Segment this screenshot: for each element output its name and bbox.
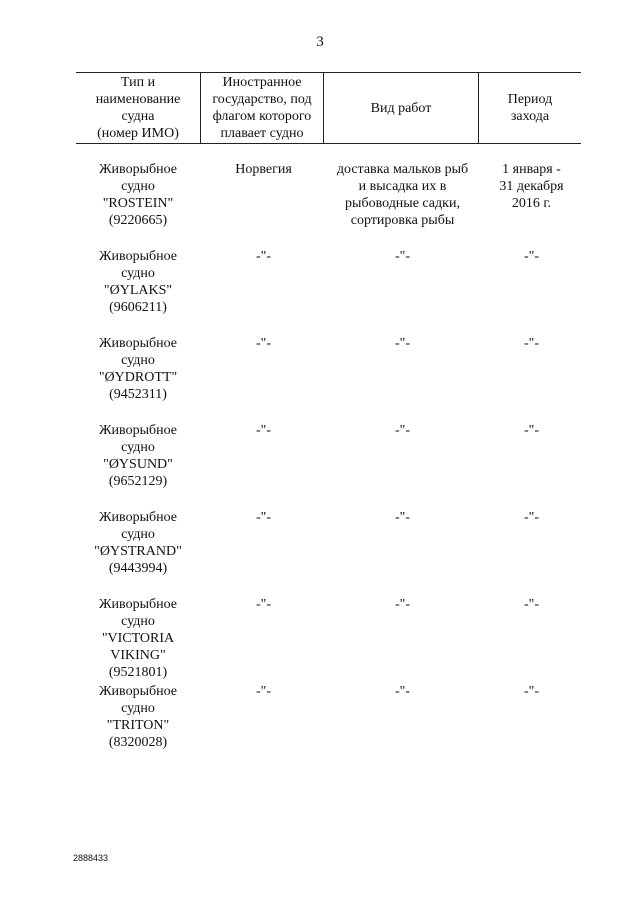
cell-line: (8320028) <box>108 735 168 750</box>
cell-line: -"- <box>523 423 540 438</box>
header-line: наименование <box>95 92 181 107</box>
table-row <box>76 248 581 335</box>
table-row <box>76 509 581 596</box>
cell-line: "ØYLAKS" <box>103 283 173 298</box>
cell-line: судно <box>121 353 155 368</box>
cell-line: Живорыбное <box>99 249 177 264</box>
cell-vessel <box>76 683 200 770</box>
header-line: Вид работ <box>370 100 432 116</box>
header-line: флагом которого <box>212 109 312 124</box>
header-line: захода <box>510 109 550 124</box>
header-flag-state <box>200 73 323 143</box>
cell-line: Живорыбное <box>99 684 177 699</box>
document-code: 2888433 <box>73 853 109 863</box>
cell-line: -"- <box>255 597 272 612</box>
cell-period <box>478 161 581 248</box>
cell-period <box>478 335 581 422</box>
cell-period <box>478 683 581 770</box>
table-row <box>76 335 581 422</box>
cell-line: "TRITON" <box>106 718 170 733</box>
cell-line: судно <box>121 266 155 281</box>
cell-flag-state <box>200 422 323 509</box>
cell-flag-state <box>200 248 323 335</box>
cell-line: -"- <box>523 597 540 612</box>
cell-line: судно <box>121 701 155 716</box>
cell-flag-state <box>200 335 323 422</box>
cell-line: сортировка рыбы <box>350 213 455 228</box>
header-period <box>478 73 581 143</box>
cell-period <box>478 248 581 335</box>
cell-flag-state <box>200 683 323 770</box>
cell-vessel <box>76 248 200 335</box>
table-header <box>76 72 581 144</box>
cell-line: рыбоводные садки, <box>345 196 460 211</box>
cell-line: и высадка их в <box>358 179 447 194</box>
header-line: Тип и <box>120 75 156 90</box>
header-line: судна <box>121 109 155 124</box>
cell-line: -"- <box>394 423 411 438</box>
cell-line: -"- <box>255 684 272 699</box>
table-body <box>76 144 581 770</box>
cell-period <box>478 422 581 509</box>
cell-vessel <box>76 596 200 683</box>
cell-line: судно <box>121 179 155 194</box>
cell-line: (9521801) <box>108 665 168 680</box>
cell-line: Живорыбное <box>99 162 177 177</box>
cell-line: Живорыбное <box>99 597 177 612</box>
cell-line: (9443994) <box>108 561 168 576</box>
cell-line: "ØYSUND" <box>103 457 173 472</box>
cell-line: -"- <box>255 249 272 264</box>
cell-line: -"- <box>394 510 411 525</box>
cell-line: -"- <box>523 684 540 699</box>
cell-line: Живорыбное <box>99 336 177 351</box>
cell-line: -"- <box>255 423 272 438</box>
cell-work-type <box>323 248 478 335</box>
cell-line: "ROSTEIN" <box>102 196 174 211</box>
header-line: плавает судно <box>220 126 304 141</box>
cell-line: -"- <box>255 510 272 525</box>
cell-flag-state <box>200 509 323 596</box>
header-work-type <box>323 73 478 143</box>
cell-flag-state <box>200 596 323 683</box>
header-line: (номер ИМО) <box>97 126 179 141</box>
cell-line: 1 января - <box>502 162 561 177</box>
table-row <box>76 161 581 248</box>
cell-line: Живорыбное <box>99 423 177 438</box>
header-vessel <box>76 73 200 143</box>
header-line: государство, под <box>212 92 312 107</box>
cell-period <box>478 509 581 596</box>
page-number: 3 <box>316 34 324 50</box>
cell-work-type <box>323 422 478 509</box>
cell-work-type <box>323 509 478 596</box>
cell-line: Живорыбное <box>99 510 177 525</box>
table-row <box>76 596 581 683</box>
cell-line: 2016 г. <box>511 196 552 211</box>
cell-line: "ØYDROTT" <box>98 370 178 385</box>
cell-line: (9652129) <box>108 474 168 489</box>
cell-line: -"- <box>523 336 540 351</box>
header-line: Иностранное <box>222 75 302 90</box>
cell-line: -"- <box>394 684 411 699</box>
cell-line: 31 декабря <box>499 179 564 194</box>
cell-work-type <box>323 161 478 248</box>
table-row <box>76 422 581 509</box>
table-row <box>76 683 581 770</box>
cell-line: судно <box>121 614 155 629</box>
cell-line: -"- <box>394 249 411 264</box>
cell-work-type <box>323 683 478 770</box>
cell-work-type <box>323 596 478 683</box>
cell-line: судно <box>121 527 155 542</box>
cell-line: -"- <box>394 336 411 351</box>
cell-vessel <box>76 335 200 422</box>
cell-flag-state <box>200 161 323 248</box>
cell-line: доставка мальков рыб <box>336 162 469 177</box>
cell-line: (9606211) <box>109 300 167 315</box>
cell-line: -"- <box>255 336 272 351</box>
cell-line: -"- <box>523 510 540 525</box>
cell-line: судно <box>121 440 155 455</box>
cell-vessel <box>76 422 200 509</box>
cell-vessel <box>76 161 200 248</box>
cell-line: (9220665) <box>108 213 168 228</box>
cell-line: -"- <box>523 249 540 264</box>
header-line: Период <box>507 92 553 107</box>
cell-line: Норвегия <box>235 162 292 177</box>
cell-line: "ØYSTRAND" <box>94 544 182 559</box>
cell-line: VIKING" <box>110 648 166 663</box>
cell-work-type <box>323 335 478 422</box>
vessel-table <box>76 72 581 770</box>
cell-line: (9452311) <box>109 387 167 402</box>
cell-vessel <box>76 509 200 596</box>
cell-period <box>478 596 581 683</box>
cell-line: "VICTORIA <box>101 631 175 646</box>
cell-line: -"- <box>394 597 411 612</box>
